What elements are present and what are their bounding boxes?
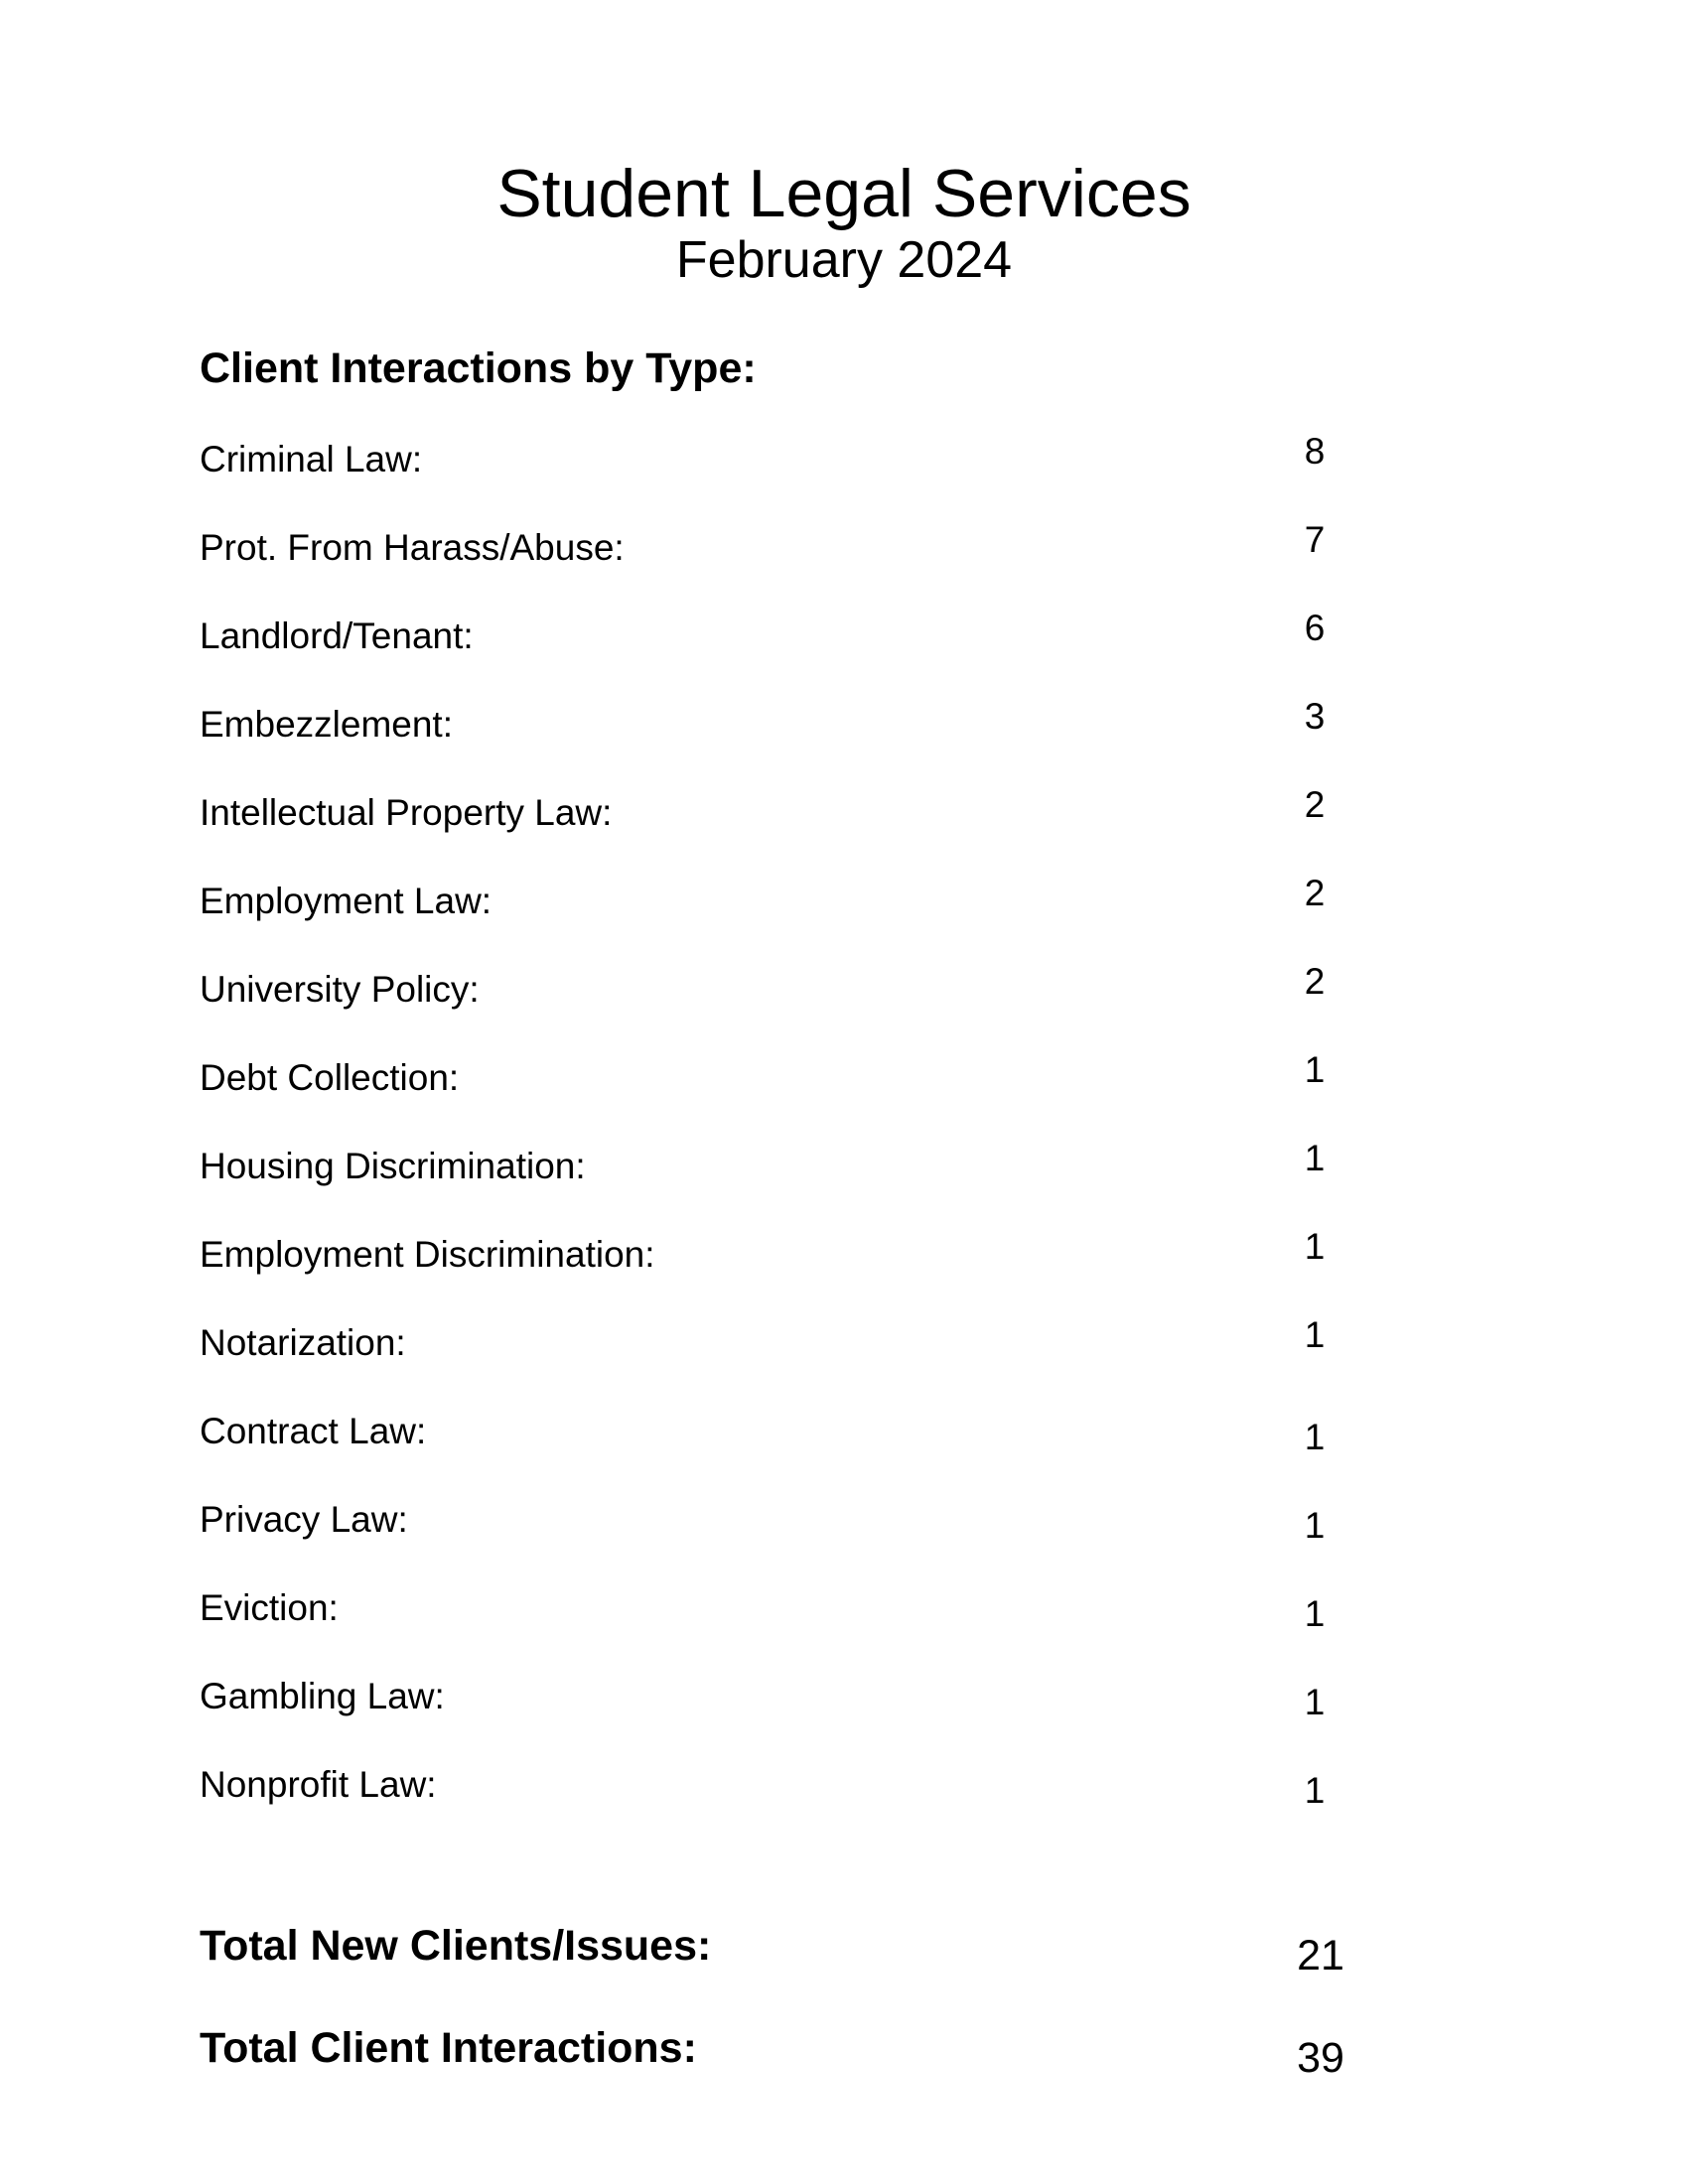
row-count: 1 bbox=[1304, 1314, 1326, 1355]
row-count: 2 bbox=[1304, 873, 1326, 913]
row-label: Criminal Law: bbox=[200, 439, 423, 479]
total-new-clients-value: 21 bbox=[1297, 1932, 1344, 1979]
list-item bbox=[0, 1410, 1688, 1469]
row-count: 1 bbox=[1304, 1049, 1326, 1090]
page-title: Student Legal Services bbox=[496, 156, 1192, 231]
total-interactions-value: 39 bbox=[1297, 2034, 1344, 2082]
row-count: 6 bbox=[1304, 608, 1326, 648]
row-count: 1 bbox=[1304, 1226, 1326, 1267]
total-client-interactions bbox=[0, 2022, 1688, 2092]
list-item bbox=[0, 431, 1688, 497]
row-label: Nonprofit Law: bbox=[200, 1764, 437, 1805]
list-item bbox=[0, 1586, 1688, 1646]
list-item bbox=[0, 1314, 1688, 1381]
row-label: Notarization: bbox=[200, 1322, 406, 1363]
list-item bbox=[0, 608, 1688, 674]
row-label: University Policy: bbox=[200, 969, 480, 1010]
total-new-clients bbox=[0, 1920, 1688, 1989]
total-new-clients-label: Total New Clients/Issues: bbox=[200, 1922, 712, 1970]
row-label: Debt Collection: bbox=[200, 1057, 460, 1098]
list-item bbox=[0, 1498, 1688, 1558]
row-count: 1 bbox=[1304, 1770, 1326, 1811]
row-label: Contract Law: bbox=[200, 1411, 427, 1451]
row-count: 1 bbox=[1304, 1138, 1326, 1178]
row-count: 7 bbox=[1304, 519, 1326, 560]
page-subtitle: February 2024 bbox=[675, 231, 1013, 289]
row-count: 8 bbox=[1304, 431, 1326, 472]
row-label: Housing Discrimination: bbox=[200, 1146, 586, 1186]
row-count: 2 bbox=[1304, 961, 1326, 1002]
row-count: 1 bbox=[1304, 1417, 1326, 1457]
list-item bbox=[0, 873, 1688, 939]
row-label: Employment Discrimination: bbox=[200, 1234, 655, 1275]
list-item bbox=[0, 1226, 1688, 1293]
row-count: 3 bbox=[1304, 696, 1326, 737]
list-item bbox=[0, 519, 1688, 586]
section-heading: Client Interactions by Type: bbox=[200, 344, 757, 392]
row-label: Embezzlement: bbox=[200, 704, 453, 745]
list-item bbox=[0, 1763, 1688, 1823]
row-label: Intellectual Property Law: bbox=[200, 792, 613, 833]
list-item bbox=[0, 961, 1688, 1027]
row-label: Prot. From Harass/Abuse: bbox=[200, 527, 625, 568]
list-item bbox=[0, 696, 1688, 762]
row-count: 2 bbox=[1304, 784, 1326, 825]
row-count: 1 bbox=[1304, 1593, 1326, 1634]
row-label: Landlord/Tenant: bbox=[200, 615, 474, 656]
list-item bbox=[0, 1138, 1688, 1204]
row-label: Privacy Law: bbox=[200, 1499, 408, 1540]
total-interactions-label: Total Client Interactions: bbox=[200, 2024, 697, 2072]
list-item bbox=[0, 1049, 1688, 1116]
list-item bbox=[0, 784, 1688, 851]
list-item bbox=[0, 1675, 1688, 1734]
row-count: 1 bbox=[1304, 1682, 1326, 1722]
row-count: 1 bbox=[1304, 1505, 1326, 1546]
row-label: Employment Law: bbox=[200, 881, 492, 921]
row-label: Gambling Law: bbox=[200, 1676, 445, 1716]
row-label: Eviction: bbox=[200, 1587, 339, 1628]
